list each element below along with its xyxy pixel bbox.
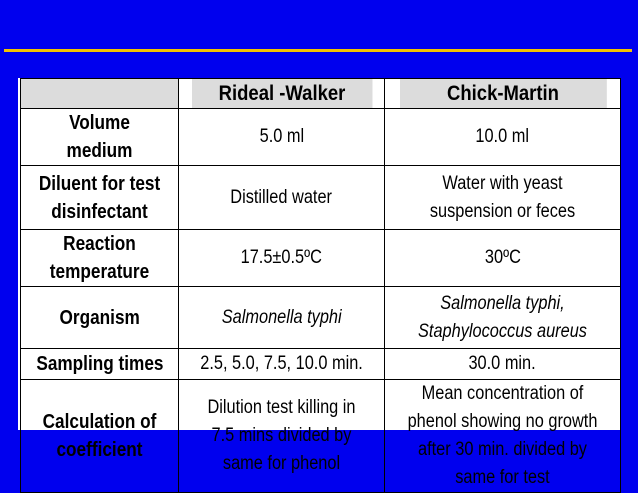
chick-martin-text: Water with yeast suspension or feces — [429, 172, 576, 222]
table-row — [21, 287, 621, 349]
row-label-text: Calculation of coefficient — [42, 411, 157, 461]
chick-martin-cell — [385, 349, 621, 380]
table-header-row — [21, 79, 621, 109]
chick-martin-text: Salmonella typhi, Staphylococcus aureus — [418, 292, 587, 342]
row-label — [21, 230, 179, 287]
rideal-walker-text: Distilled water — [230, 186, 333, 208]
chick-martin-cell — [385, 380, 621, 493]
chick-martin-cell — [385, 166, 621, 230]
rideal-walker-cell — [179, 166, 385, 230]
row-label — [21, 349, 179, 380]
rideal-walker-text: Dilution test killing in 7.5 mins divided by same for phenol — [207, 397, 356, 474]
header-blank-cell — [21, 79, 179, 109]
rideal-walker-cell — [179, 109, 385, 166]
row-label-text: Organism — [59, 306, 140, 329]
comparison-card — [18, 78, 621, 488]
comparison-table — [20, 78, 621, 493]
chick-martin-text: Mean concentration of phenol showing no growth after 30 min. divided by same for test — [407, 383, 598, 488]
table-row — [21, 109, 621, 166]
rideal-walker-text: 2.5, 5.0, 7.5, 10.0 min. — [200, 353, 363, 374]
rideal-walker-cell — [179, 230, 385, 287]
chick-martin-text: 30.0 min. — [468, 353, 537, 374]
chick-martin-cell — [385, 287, 621, 349]
rideal-walker-text: 5.0 ml — [259, 126, 304, 147]
row-label — [21, 109, 179, 166]
table-row — [21, 166, 621, 230]
rideal-walker-text: 17.5±0.5ºC — [240, 247, 323, 268]
row-label — [21, 166, 179, 230]
row-label-text: Reaction temperature — [49, 233, 150, 283]
row-label-text: Sampling times — [35, 353, 164, 375]
rideal-walker-text: Salmonella typhi — [221, 306, 342, 328]
row-label — [21, 380, 179, 493]
row-label-text: Volume medium — [66, 112, 133, 162]
rideal-walker-cell — [179, 287, 385, 349]
chick-martin-text: 10.0 ml — [475, 126, 530, 147]
rideal-walker-cell — [179, 349, 385, 380]
table-row — [21, 230, 621, 287]
chick-martin-cell — [385, 230, 621, 287]
row-label-text: Diluent for test disinfectant — [38, 172, 161, 223]
header-rideal-walker: Rideal -Walker — [191, 79, 372, 109]
chick-martin-text: 30ºC — [484, 247, 521, 268]
row-label — [21, 287, 179, 349]
rideal-walker-cell — [179, 380, 385, 493]
table-row — [21, 349, 621, 380]
title-divider-line — [4, 49, 632, 52]
chick-martin-cell — [385, 109, 621, 166]
header-chick-martin: Chick-Martin — [399, 79, 607, 109]
table-row — [21, 380, 621, 493]
